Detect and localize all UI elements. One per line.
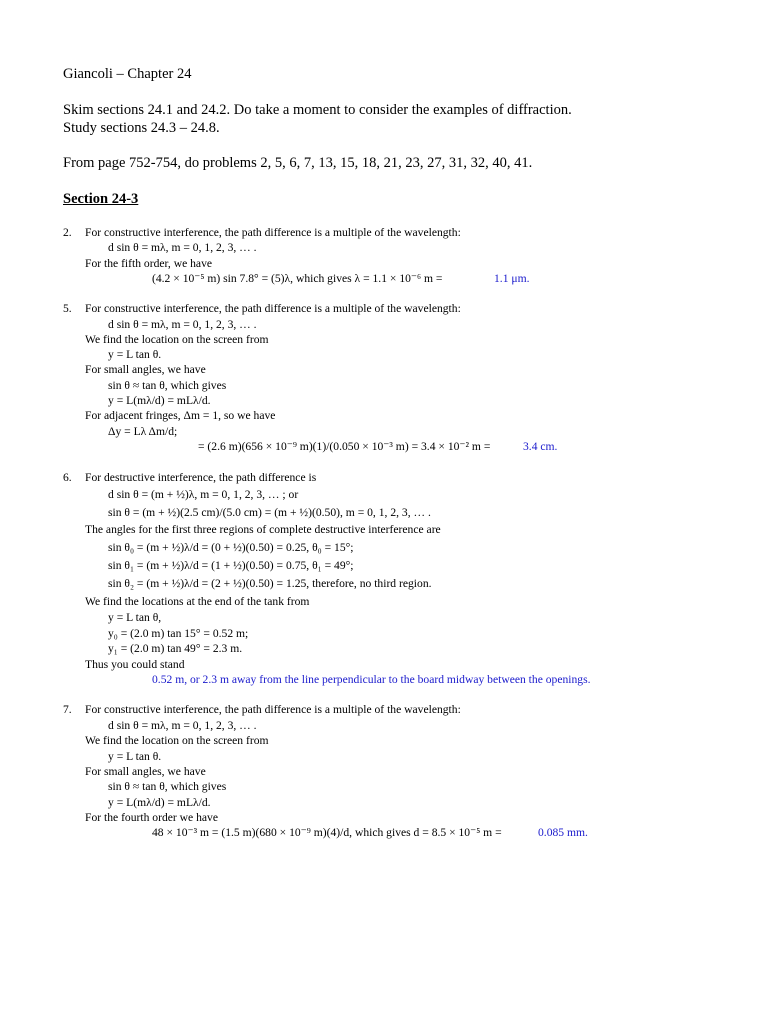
problem-line: For the fourth order we have [85, 811, 218, 824]
equation-line: (4.2 × 10⁻⁵ m) sin 7.8° = (5)λ, which gives λ = 1.1 × 10⁻⁶ m = [152, 272, 443, 285]
equation-line: sin θ ≈ tan θ, which gives [108, 379, 227, 392]
equation-line: y₀ = (2.0 m) tan 15° = 0.52 m; [108, 627, 249, 640]
equation-line: sin θ = (m + ½)(2.5 cm)/(5.0 cm) = (m + ½)(0.50), m = 0, 1, 2, 3, … . [108, 506, 431, 519]
equation-line: = (2.6 m)(656 × 10⁻⁹ m)(1)/(0.050 × 10⁻³ m) = 3.4 × 10⁻² m = [198, 440, 491, 453]
answer: 3.4 cm. [523, 440, 558, 453]
problem-line: For constructive interference, the path difference is a multiple of the wavelength: [85, 302, 461, 315]
equation-line: y = L tan θ. [108, 348, 162, 361]
answer: 0.085 mm. [538, 826, 588, 839]
equation-line: sin θ₁ = (m + ½)λ/d = (1 + ½)(0.50) = 0.75, θ₁ = 49°; [108, 559, 354, 572]
problem-line: For small angles, we have [85, 363, 206, 376]
problem-line: We find the locations at the end of the tank from [85, 595, 310, 608]
problem-number: 5. [63, 302, 72, 315]
equation-line: y₁ = (2.0 m) tan 49° = 2.3 m. [108, 642, 243, 655]
problem-line: For constructive interference, the path difference is a multiple of the wavelength: [85, 703, 461, 716]
equation-line: sin θ₀ = (m + ½)λ/d = (0 + ½)(0.50) = 0.25, θ₀ = 15°; [108, 541, 354, 554]
instruction-line-1: Skim sections 24.1 and 24.2. Do take a moment to consider the examples of diffraction. [63, 102, 572, 118]
equation-line: sin θ₂ = (m + ½)λ/d = (2 + ½)(0.50) = 1.25, therefore, no third region. [108, 577, 432, 590]
problem-line: We find the location on the screen from [85, 333, 269, 346]
answer: 1.1 μm. [494, 272, 530, 285]
problem-number: 6. [63, 471, 72, 484]
problem-line: For small angles, we have [85, 765, 206, 778]
answer: 0.52 m, or 2.3 m away from the line perpendicular to the board midway between the openings. [152, 673, 591, 686]
equation-line: d sin θ = mλ, m = 0, 1, 2, 3, … . [108, 241, 257, 254]
equation-line: y = L tan θ, [108, 611, 162, 624]
equation-line: y = L(mλ/d) = mLλ/d. [108, 796, 211, 809]
instruction-line-3: From page 752-754, do problems 2, 5, 6, 7, 13, 15, 18, 21, 23, 27, 31, 32, 40, 41. [63, 155, 533, 171]
equation-line: y = L(mλ/d) = mLλ/d. [108, 394, 211, 407]
problem-line: Thus you could stand [85, 658, 185, 671]
section-heading: Section 24-3 [63, 191, 139, 207]
equation-line: d sin θ = mλ, m = 0, 1, 2, 3, … . [108, 719, 257, 732]
problem-line: For constructive interference, the path difference is a multiple of the wavelength: [85, 226, 461, 239]
equation-line: y = L tan θ. [108, 750, 162, 763]
equation-line: Δy = Lλ Δm/d; [108, 425, 178, 438]
page-title: Giancoli – Chapter 24 [63, 66, 192, 82]
problem-number: 7. [63, 703, 72, 716]
problem-line: For adjacent fringes, Δm = 1, so we have [85, 409, 276, 422]
problem-line: For destructive interference, the path difference is [85, 471, 317, 484]
equation-line: d sin θ = (m + ½)λ, m = 0, 1, 2, 3, … ; or [108, 488, 299, 501]
problem-line: The angles for the first three regions of complete destructive interference are [85, 523, 441, 536]
problem-line: We find the location on the screen from [85, 734, 269, 747]
problem-number: 2. [63, 226, 72, 239]
equation-line: sin θ ≈ tan θ, which gives [108, 780, 227, 793]
problem-line: For the fifth order, we have [85, 257, 213, 270]
equation-line: 48 × 10⁻³ m = (1.5 m)(680 × 10⁻⁹ m)(4)/d, which gives d = 8.5 × 10⁻⁵ m = [152, 826, 502, 839]
instruction-line-2: Study sections 24.3 – 24.8. [63, 120, 220, 136]
equation-line: d sin θ = mλ, m = 0, 1, 2, 3, … . [108, 318, 257, 331]
